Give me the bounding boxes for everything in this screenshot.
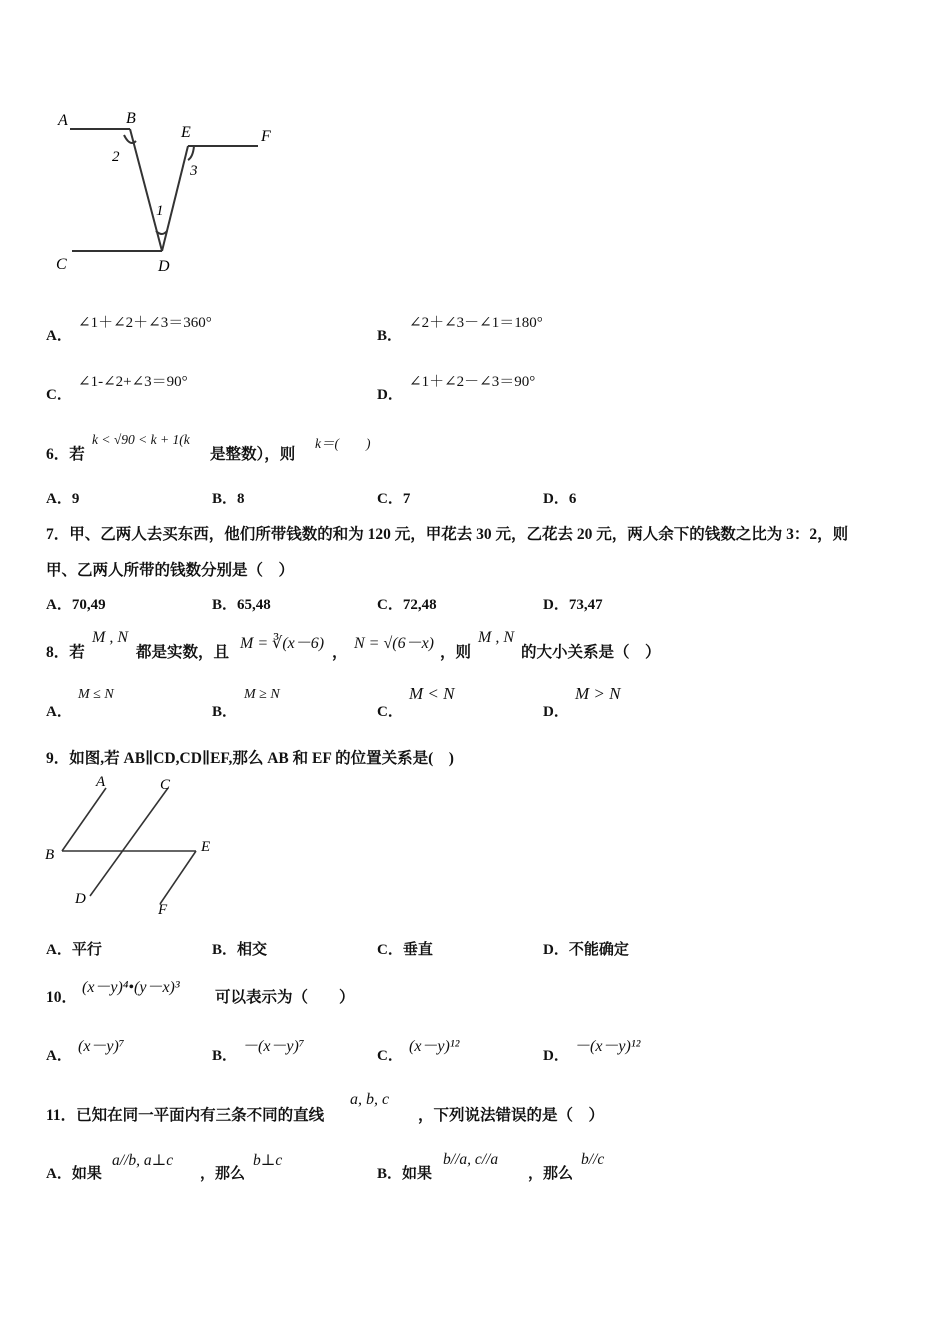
fig2-label-C: C	[160, 777, 171, 793]
fig1-label-C: C	[56, 256, 67, 273]
fig1-label-E: E	[181, 124, 191, 141]
q9-option-c: C．垂直	[377, 942, 433, 958]
fig1-label-2: 2	[112, 149, 120, 165]
q5-option-d: D．	[377, 387, 403, 403]
q10-option-b-expr: －(x－y)⁷	[242, 1038, 305, 1055]
fig1-label-3: 3	[190, 163, 198, 179]
q7-option-b: B．65,48	[212, 597, 271, 613]
q8-expr-m: M = ∛(x－6)	[240, 635, 325, 652]
q5-option-d-expr: ∠1＋∠2－∠3＝90°	[409, 374, 536, 390]
q6-option-c: C．7	[377, 491, 411, 507]
q11-option-b: B．如果	[377, 1166, 433, 1182]
q11-text: 11．已知在同一平面内有三条不同的直线	[46, 1107, 325, 1124]
figure-angles	[50, 105, 290, 285]
q8-text1: 都是实数，且	[136, 644, 230, 661]
q10-option-c: C．	[377, 1048, 403, 1064]
q10-option-d-expr: －(x－y)¹²	[574, 1038, 641, 1055]
q11-option-b-mid: ，那么	[528, 1166, 574, 1182]
q11-option-b-cond: b//a, c//a	[443, 1151, 499, 1168]
q8-option-d-expr: M > N	[575, 684, 621, 703]
q9-option-b: B．相交	[212, 942, 268, 958]
fig1-label-B: B	[126, 110, 136, 127]
q7-line2: 甲、乙两人所带的钱数分别是（ ）	[46, 562, 295, 579]
q9-option-d: D．不能确定	[543, 942, 629, 958]
q8-expr-n: N = √(6－x)	[354, 635, 435, 652]
q11-option-a-cond: a//b, a⊥c	[112, 1152, 174, 1169]
fig2-label-D: D	[75, 891, 86, 907]
q11-tail: ，下列说法错误的是（ ）	[418, 1107, 605, 1124]
q5-option-c: C．	[46, 387, 72, 403]
fig2-label-F: F	[158, 902, 168, 918]
q6-expr2: k＝( )	[315, 436, 371, 451]
q8-option-a-expr: M ≤ N	[78, 687, 114, 702]
q6-option-a: A．9	[46, 491, 80, 507]
q8-option-c: C．	[377, 704, 403, 720]
fig1-label-A: A	[58, 112, 68, 129]
q6-tail: 是整数），则	[210, 446, 296, 463]
q6-num: 6．若	[46, 446, 85, 463]
q7-option-c: C．72,48	[377, 597, 437, 613]
q8-mn2: M , N	[478, 629, 514, 646]
q8-option-d: D．	[543, 704, 569, 720]
q7-option-a: A．70,49	[46, 597, 106, 613]
fig2-label-A: A	[96, 774, 106, 790]
q8-text2: ，	[332, 644, 348, 661]
fig1-label-F: F	[261, 128, 271, 145]
q11-option-a-mid: ，那么	[200, 1166, 246, 1182]
q8-text3: ，则	[440, 644, 472, 661]
q8-option-b: B．	[212, 704, 238, 720]
q5-option-a: A．	[46, 328, 72, 344]
q6-expr: k < √90 < k + 1(k	[92, 432, 190, 447]
q8-text4: 的大小关系是（ ）	[521, 644, 661, 661]
q8-option-b-expr: M ≥ N	[244, 687, 280, 702]
q7-option-d: D．73,47	[543, 597, 603, 613]
q5-option-c-expr: ∠1-∠2+∠3＝90°	[78, 374, 188, 390]
q8-option-a: A．	[46, 704, 72, 720]
q10-tail: 可以表示为（ ）	[215, 989, 355, 1006]
q5-option-b-expr: ∠2＋∠3－∠1＝180°	[409, 315, 543, 331]
q11-option-a: A．如果	[46, 1166, 102, 1182]
q9-text: 9．如图,若 AB∥CD,CD∥EF,那么 AB 和 EF 的位置关系是( )	[46, 750, 454, 767]
q5-option-b: B．	[377, 328, 403, 344]
fig1-label-1: 1	[156, 203, 164, 219]
q10-option-d: D．	[543, 1048, 569, 1064]
q10-expr: (x－y)⁴•(y－x)³	[82, 979, 180, 996]
q10-num: 10．	[46, 989, 78, 1006]
q8-num: 8．若	[46, 644, 85, 661]
fig1-label-D: D	[158, 258, 170, 275]
q8-option-c-expr: M < N	[409, 684, 455, 703]
q5-option-a-expr: ∠1＋∠2＋∠3＝360°	[78, 315, 212, 331]
q10-option-a-expr: (x－y)⁷	[78, 1038, 125, 1055]
q10-option-c-expr: (x－y)¹²	[409, 1038, 460, 1055]
q6-option-b: B．8	[212, 491, 245, 507]
fig2-label-B: B	[45, 847, 55, 863]
q11-expr: a, b, c	[350, 1091, 390, 1108]
fig2-label-E: E	[201, 839, 211, 855]
q7-line1: 7．甲、乙两人去买东西，他们所带钱数的和为 120 元，甲花去 30 元，乙花去 20 元，两人余下的钱数之比为 3：2，则	[46, 526, 849, 543]
q9-option-a: A．平行	[46, 942, 102, 958]
q10-option-a: A．	[46, 1048, 72, 1064]
q8-mn: M , N	[92, 629, 128, 646]
q11-option-a-res: b⊥c	[253, 1152, 283, 1169]
q6-option-d: D．6	[543, 491, 577, 507]
figure-parallel-lines	[40, 770, 230, 920]
q11-option-b-res: b//c	[581, 1151, 605, 1168]
q10-option-b: B．	[212, 1048, 238, 1064]
